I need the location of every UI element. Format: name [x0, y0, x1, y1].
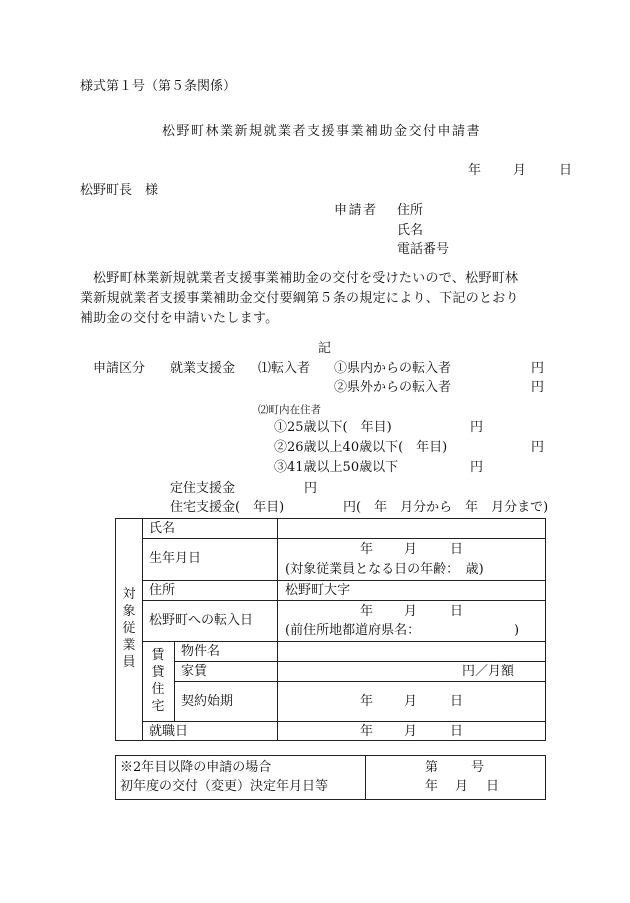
- initial-decision-note: 初年度の交付（変更）決定年月日等: [120, 779, 329, 794]
- form-number: 様式第１号（第５条関係）: [80, 79, 237, 94]
- yen-label: 円: [531, 380, 545, 395]
- decision-year: 年: [425, 779, 439, 794]
- yen-label: 円: [470, 460, 484, 475]
- document-title: 松野町林業新規就業者支援事業補助金交付申請書: [162, 124, 482, 139]
- from-outside-pref-label: ②県外からの転入者: [334, 380, 452, 395]
- move-in-month: 月: [404, 604, 418, 619]
- category-label: 申請区分: [93, 361, 146, 376]
- move-in-date-label: 松野町への転入日: [149, 613, 254, 628]
- date-day: 日: [559, 163, 573, 178]
- body-line: 補助金の交付を申請いたします。: [80, 311, 279, 326]
- property-name-label: 物件名: [181, 644, 221, 659]
- employment-date-label: 就職日: [149, 724, 189, 739]
- employee-address-value: 松野町大字: [285, 583, 351, 598]
- applicant-label: 申請者: [334, 203, 378, 218]
- decision-day: 日: [486, 779, 500, 794]
- age-26-40-label: ②26歳以上40歳以下( 年目): [274, 440, 448, 455]
- employment-support-label: 就業支援金: [170, 361, 236, 376]
- applicant-address-label: 住所: [397, 203, 424, 218]
- applicant-phone-label: 電話番号: [397, 242, 450, 257]
- age-41-50-label: ③41歳以上50歳以下: [274, 460, 399, 475]
- second-year-note: ※2年目以降の申請の場合: [120, 760, 272, 775]
- rent-unit: 円／月額: [462, 664, 515, 679]
- body-paragraph: [80, 269, 570, 329]
- decision-number-go: 号: [471, 760, 485, 775]
- age-25-under-label: ①25歳以下( 年目): [274, 420, 392, 435]
- employment-day: 日: [450, 724, 464, 739]
- age-note: (対象従業員となる日の年齢： 歳): [285, 562, 484, 577]
- birth-day: 日: [450, 542, 464, 557]
- ki-heading: 記: [318, 341, 332, 356]
- employee-name-label: 氏名: [149, 521, 176, 536]
- date-year: 年: [468, 163, 482, 178]
- from-within-pref-label: ①県内からの転入者: [334, 361, 452, 376]
- employee-address-label: 住所: [149, 583, 176, 598]
- previous-address-label: (前住所地都道府県名：: [285, 623, 421, 638]
- previous-address-close: ): [514, 623, 520, 638]
- addressee: 松野町長 様: [80, 183, 159, 198]
- birth-year: 年: [360, 542, 374, 557]
- town-resident-label: ⑵町内在住者: [258, 404, 321, 416]
- birth-month: 月: [404, 542, 418, 557]
- contract-year: 年: [360, 694, 374, 709]
- body-line: 業新規就業者支援事業補助金交付要綱第５条の規定により、下記のとおり: [80, 291, 519, 306]
- transfer-in-label: ⑴転入者: [258, 361, 311, 376]
- yen-label: 円: [470, 420, 484, 435]
- yen-label: 円: [531, 361, 545, 376]
- decision-month: 月: [455, 779, 469, 794]
- rent-label: 家賃: [181, 664, 208, 679]
- housing-support-label: 住宅支援金( 年目): [170, 500, 285, 515]
- housing-period-label: 円( 年 月分から 年 月分まで): [343, 500, 549, 515]
- target-employee-group-label: 対象従業員: [122, 587, 136, 670]
- decision-number-dai: 第: [425, 760, 439, 775]
- birth-date-label: 生年月日: [149, 551, 202, 566]
- applicant-name-label: 氏名: [397, 223, 424, 238]
- employment-month: 月: [404, 724, 418, 739]
- yen-label: 円: [531, 440, 545, 455]
- yen-label: 円: [304, 481, 318, 496]
- settlement-support-label: 定住支援金: [170, 481, 236, 496]
- body-line: 松野町林業新規就業者支援事業補助金の交付を受けたいので、松野町林: [93, 271, 519, 286]
- employment-year: 年: [360, 724, 374, 739]
- contract-month: 月: [404, 694, 418, 709]
- move-in-day: 日: [450, 604, 464, 619]
- move-in-year: 年: [360, 604, 374, 619]
- contract-start-label: 契約始期: [181, 694, 234, 709]
- date-month: 月: [513, 163, 527, 178]
- contract-day: 日: [450, 694, 464, 709]
- rental-housing-group-label: 賃貸住宅: [151, 648, 165, 714]
